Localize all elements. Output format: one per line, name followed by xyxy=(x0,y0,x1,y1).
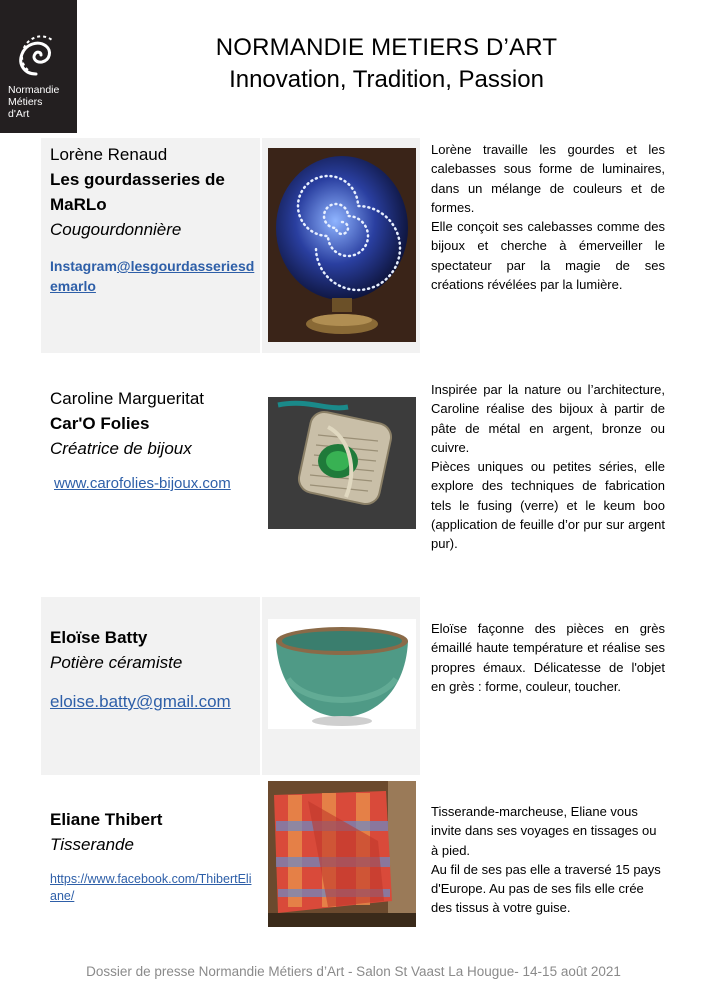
artisan-craft: Tisserande xyxy=(50,835,134,854)
gourd-lamp-image xyxy=(268,148,416,342)
artisan-row xyxy=(41,777,671,937)
page-title: NORMANDIE METIERS D’ART xyxy=(215,34,558,61)
artisan-description-cell xyxy=(422,370,671,585)
artisan-description-cell xyxy=(422,138,671,353)
artisan-name: Caroline Margueritat xyxy=(50,389,205,408)
artisan-description: Lorène travaille les gourdes et les calebasses sous forme de luminaires, dans un mélange de couleurs et de formes. xyxy=(431,142,665,215)
website-link[interactable]: www.carofolies-bijoux.com xyxy=(54,475,231,492)
artisan-description: Eloïse façonne des pièces en grès émaillé haute température et réalise ses propres émaux. Délicatesse de l'objet en grès : forme, couleur, toucher. xyxy=(431,621,665,694)
artisan-craft: Cougourdonnière xyxy=(50,220,182,239)
pendant-jewelry-image xyxy=(268,397,416,529)
artisan-image-cell xyxy=(262,370,420,585)
artisan-name: Lorène Renaud xyxy=(50,145,168,164)
artisan-image-cell xyxy=(262,138,420,353)
email-link[interactable]: eloise.batty@gmail.com xyxy=(50,692,231,711)
artisan-info-cell xyxy=(41,138,260,353)
artisan-description: Elle conçoit ses calebasses comme des bijoux et cherche à émerveiller le spectateur par la magie de ses créations révélées par la lumière. xyxy=(431,219,665,293)
artisan-description: Au fil de ses pas elle a traversé 15 pays d'Europe. Au pas de ses fils elle crée des tissus à votre guise. xyxy=(431,861,661,916)
artisan-info-cell xyxy=(41,597,260,775)
artisan-description: Pièces uniques ou petites séries, elle explore des techniques de fabrication tels le fusing (verre) et le keum boo (application de feuille d’or pur sur argent pur). xyxy=(431,459,665,552)
artisan-craft: Créatrice de bijoux xyxy=(50,439,192,458)
artisan-row xyxy=(41,597,671,775)
artisan-description-cell xyxy=(422,597,671,775)
artisan-description: Tisserande-marcheuse, Eliane vous invite dans ses voyages en tissages ou à pied. xyxy=(431,804,657,858)
artisan-description: Inspirée par la nature ou l’architecture, Caroline réalise des bijoux à partir de pâte de métal en argent, bronze ou cuivre. xyxy=(431,382,665,455)
artisan-description-cell xyxy=(422,777,671,937)
artisan-image-cell xyxy=(262,597,420,775)
logo-text: Normandie Métiers d'Art xyxy=(8,84,60,120)
facebook-link[interactable]: https://www.facebook.com/ThibertEliane/ xyxy=(50,872,252,903)
page-footer: Dossier de presse Normandie Métiers d’Art - Salon St Vaast La Hougue- 14-15 août 2021 xyxy=(86,964,621,979)
ceramic-bowl-image xyxy=(268,619,416,729)
artisan-row xyxy=(41,370,671,585)
artisan-info-cell xyxy=(41,370,260,585)
artisan-name: Eloïse Batty xyxy=(50,628,148,647)
artisan-company: Car'O Folies xyxy=(50,414,150,433)
artisan-info-cell xyxy=(41,777,260,937)
woven-textile-image xyxy=(268,781,416,927)
page-subtitle: Innovation, Tradition, Passion xyxy=(229,66,544,93)
instagram-link[interactable]: @lesgourdasseriesdemarlo xyxy=(50,258,255,294)
artisan-company: Les gourdasseries de MaRLo xyxy=(50,170,225,214)
artisan-name: Eliane Thibert xyxy=(50,810,163,829)
artisan-row xyxy=(41,138,671,353)
artisan-craft: Potière céramiste xyxy=(50,653,183,672)
artisan-image-cell xyxy=(262,777,420,937)
artisan-link-prefix: Instagram xyxy=(50,258,117,274)
